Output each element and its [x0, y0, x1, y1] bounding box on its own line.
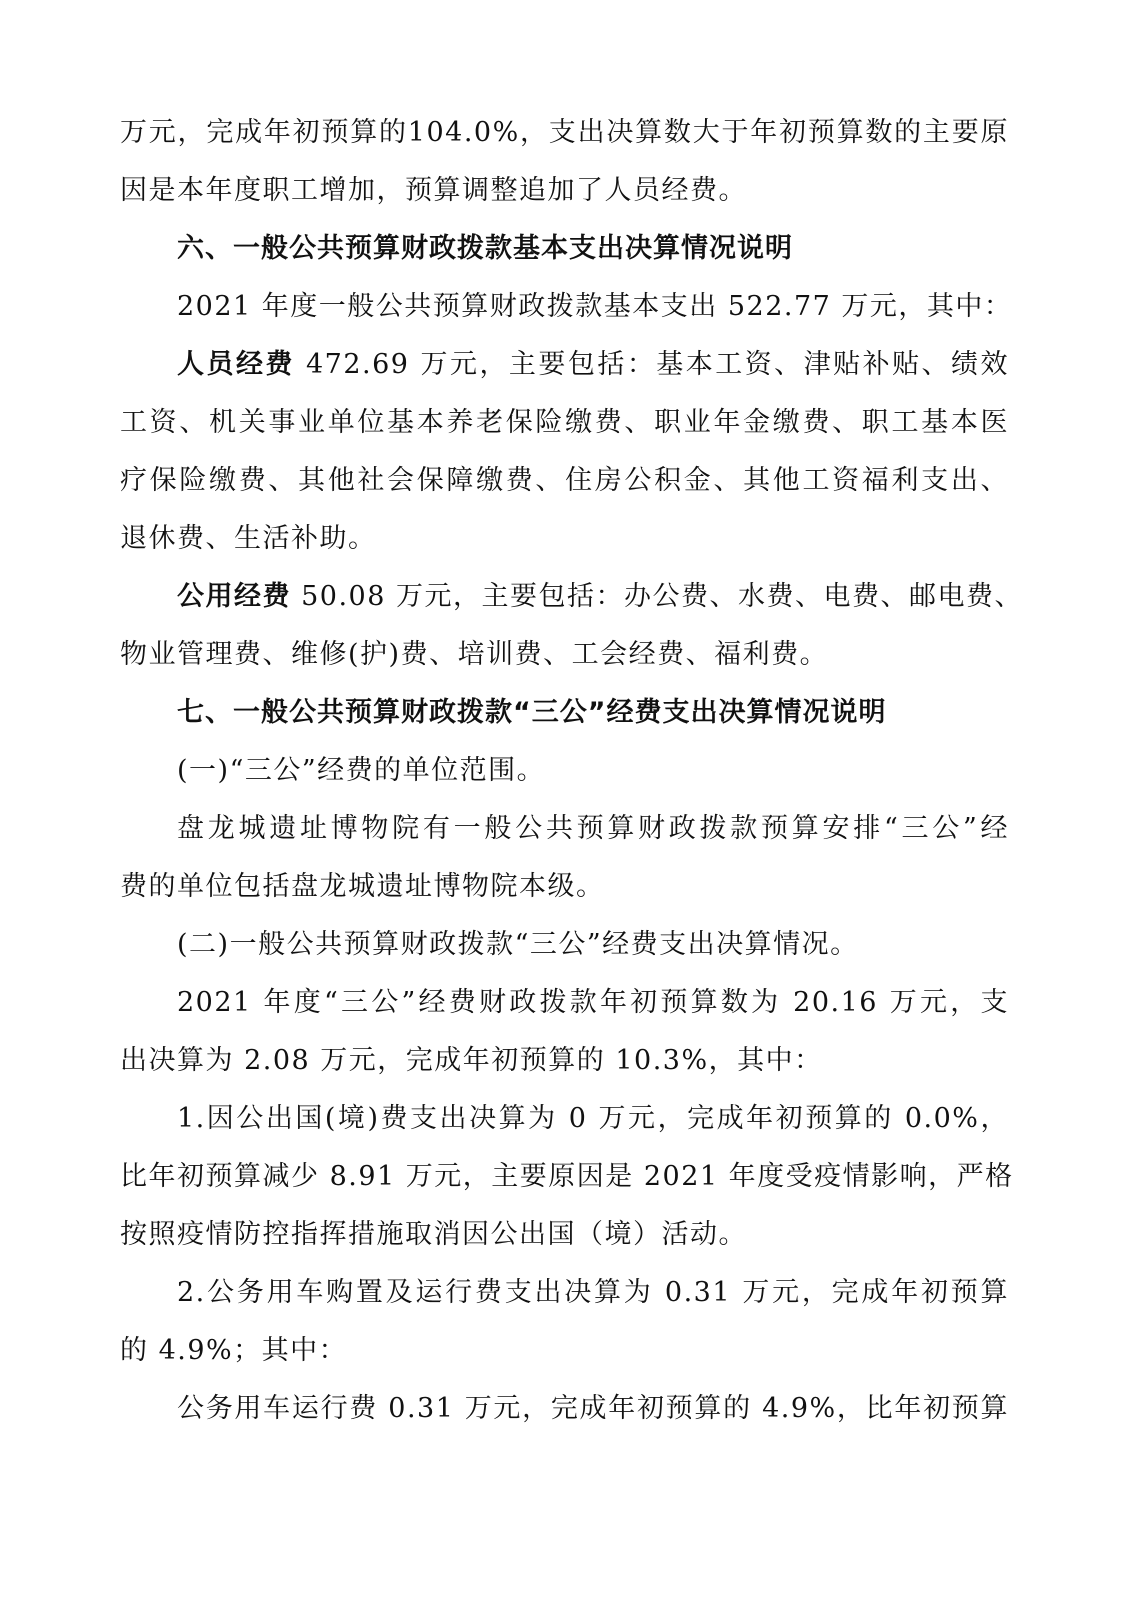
paragraph-line: 2021 年度“三公”经费财政拨款年初预算数为 20.16 万元，支: [177, 987, 1009, 1018]
paragraph-line: 因是本年度职工增加，预算调整追加了人员经费。: [120, 175, 747, 206]
paragraph-line: 物业管理费、维修(护)费、培训费、工会经费、福利费。: [120, 639, 829, 670]
paragraph-line: 2.公务用车购置及运行费支出决算为 0.31 万元，完成年初预算: [177, 1277, 1009, 1308]
paragraph-line: 费的单位包括盘龙城遗址博物院本级。: [120, 871, 605, 902]
section-heading-7: 七、一般公共预算财政拨款“三公”经费支出决算情况说明: [177, 697, 887, 728]
paragraph-text: 50.08 万元，主要包括：办公费、水费、电费、邮电费、: [291, 581, 1023, 612]
paragraph-line: 1.因公出国(境)费支出决算为 0 万元，完成年初预算的 0.0%，: [177, 1103, 1009, 1134]
paragraph-line: 万元，完成年初预算的104.0%，支出决算数大于年初预算数的主要原: [120, 117, 1009, 148]
subsection-heading: (二)一般公共预算财政拨款“三公”经费支出决算情况。: [177, 929, 859, 960]
paragraph-line: 的 4.9%；其中：: [120, 1335, 348, 1366]
paragraph-line: 比年初预算减少 8.91 万元，主要原因是 2021 年度受疫情影响，严格: [120, 1161, 1014, 1192]
section-heading-6: 六、一般公共预算财政拨款基本支出决算情况说明: [177, 233, 793, 264]
paragraph-line: 疗保险缴费、其他社会保障缴费、住房公积金、其他工资福利支出、: [120, 465, 1009, 496]
paragraph-line: 工资、机关事业单位基本养老保险缴费、职业年金缴费、职工基本医: [120, 407, 1009, 438]
paragraph-line: 盘龙城遗址博物院有一般公共预算财政拨款预算安排“三公”经: [177, 813, 1009, 844]
paragraph-line: [120, 336, 1009, 394]
paragraph-line: 按照疫情防控指挥措施取消因公出国（境）活动。: [120, 1219, 747, 1250]
paragraph-line: [120, 568, 1023, 626]
public-expense-label: 公用经费: [177, 581, 291, 612]
personnel-expense-label: 人员经费: [177, 349, 295, 380]
paragraph-line: 退休费、生活补助。: [120, 523, 377, 554]
paragraph-line: 公务用车运行费 0.31 万元，完成年初预算的 4.9%，比年初预算: [177, 1393, 1009, 1424]
paragraph-line: 2021 年度一般公共预算财政拨款基本支出 522.77 万元，其中：: [177, 291, 1013, 322]
subsection-heading: (一)“三公”经费的单位范围。: [177, 755, 546, 786]
paragraph-line: 出决算为 2.08 万元，完成年初预算的 10.3%，其中：: [120, 1045, 823, 1076]
paragraph-text: 472.69 万元，主要包括：基本工资、津贴补贴、绩效: [294, 349, 1010, 380]
